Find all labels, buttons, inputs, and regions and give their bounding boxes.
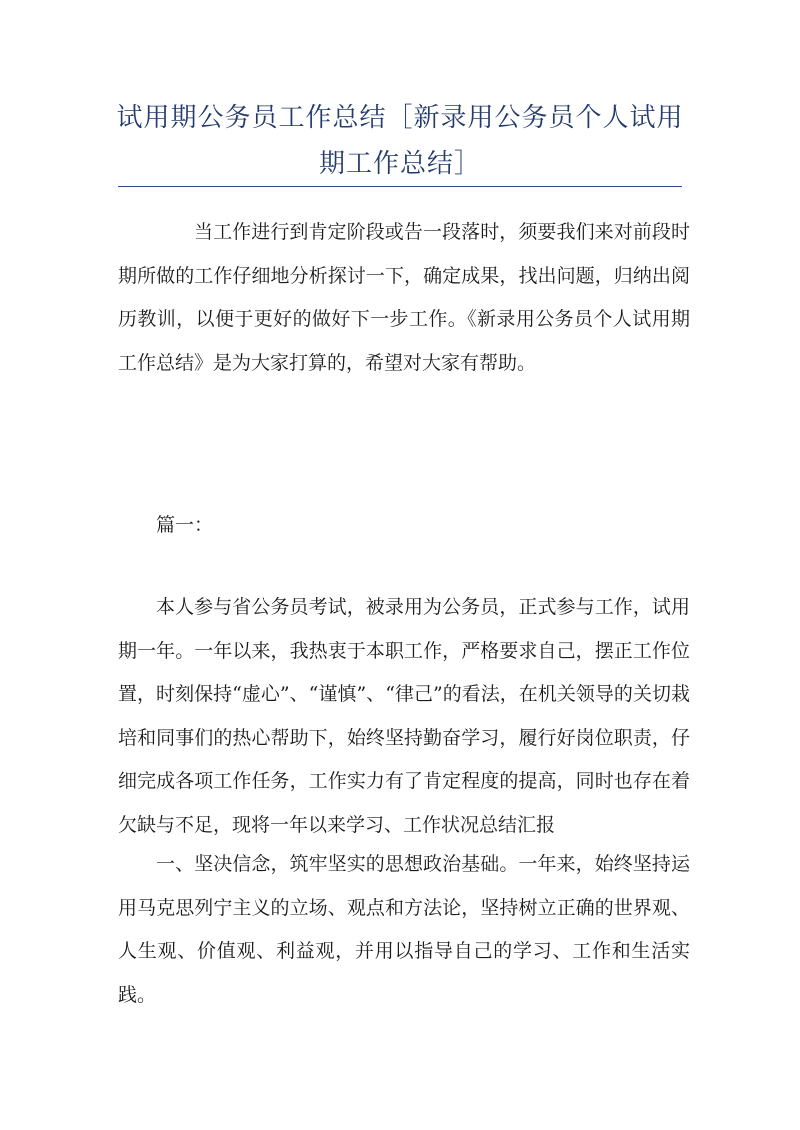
body-paragraph-2: 一、坚决信念，筑牢坚实的思想政治基础。一年来，始终坚持运用马克思列宁主义的立场、观点和方法论，坚持树立正确的世界观、人生观、价值观、利益观，并用以指导自己的学习、工作和生活实践。 [118,853,690,1006]
title-divider [118,186,682,187]
chapter-label: 篇一： [156,514,214,536]
intro-paragraph: 当工作进行到肯定阶段或告一段落时，须要我们来对前段时期所做的工作仔细地分析探讨一下，确定成果，找出问题，归纳出阅历教训，以便于更好的做好下一步工作。《新录用公务员个人试用期工作总结》是为大家打算的，希望对大家有帮助。 [118,221,690,374]
document-title: 试用期公务员工作总结［新录用公务员个人试用期工作总结］ [116,103,684,179]
body-paragraph-1: 本人参与省公务员考试，被录用为公务员，正式参与工作，试用期一年。一年以来，我热衷于本职工作，严格要求自己，摆正工作位置，时刻保持“虚心”、“谨慎”、“律己”的看法，在机关领导的关切栽培和同事们的热心帮助下，始终坚持勤奋学习，履行好岗位职责，仔细完成各项工作任务，工作实力有了肯定程度的提高，同时也存在着欠缺与不足，现将一年以来学习、工作状况总结汇报 [118,596,690,836]
